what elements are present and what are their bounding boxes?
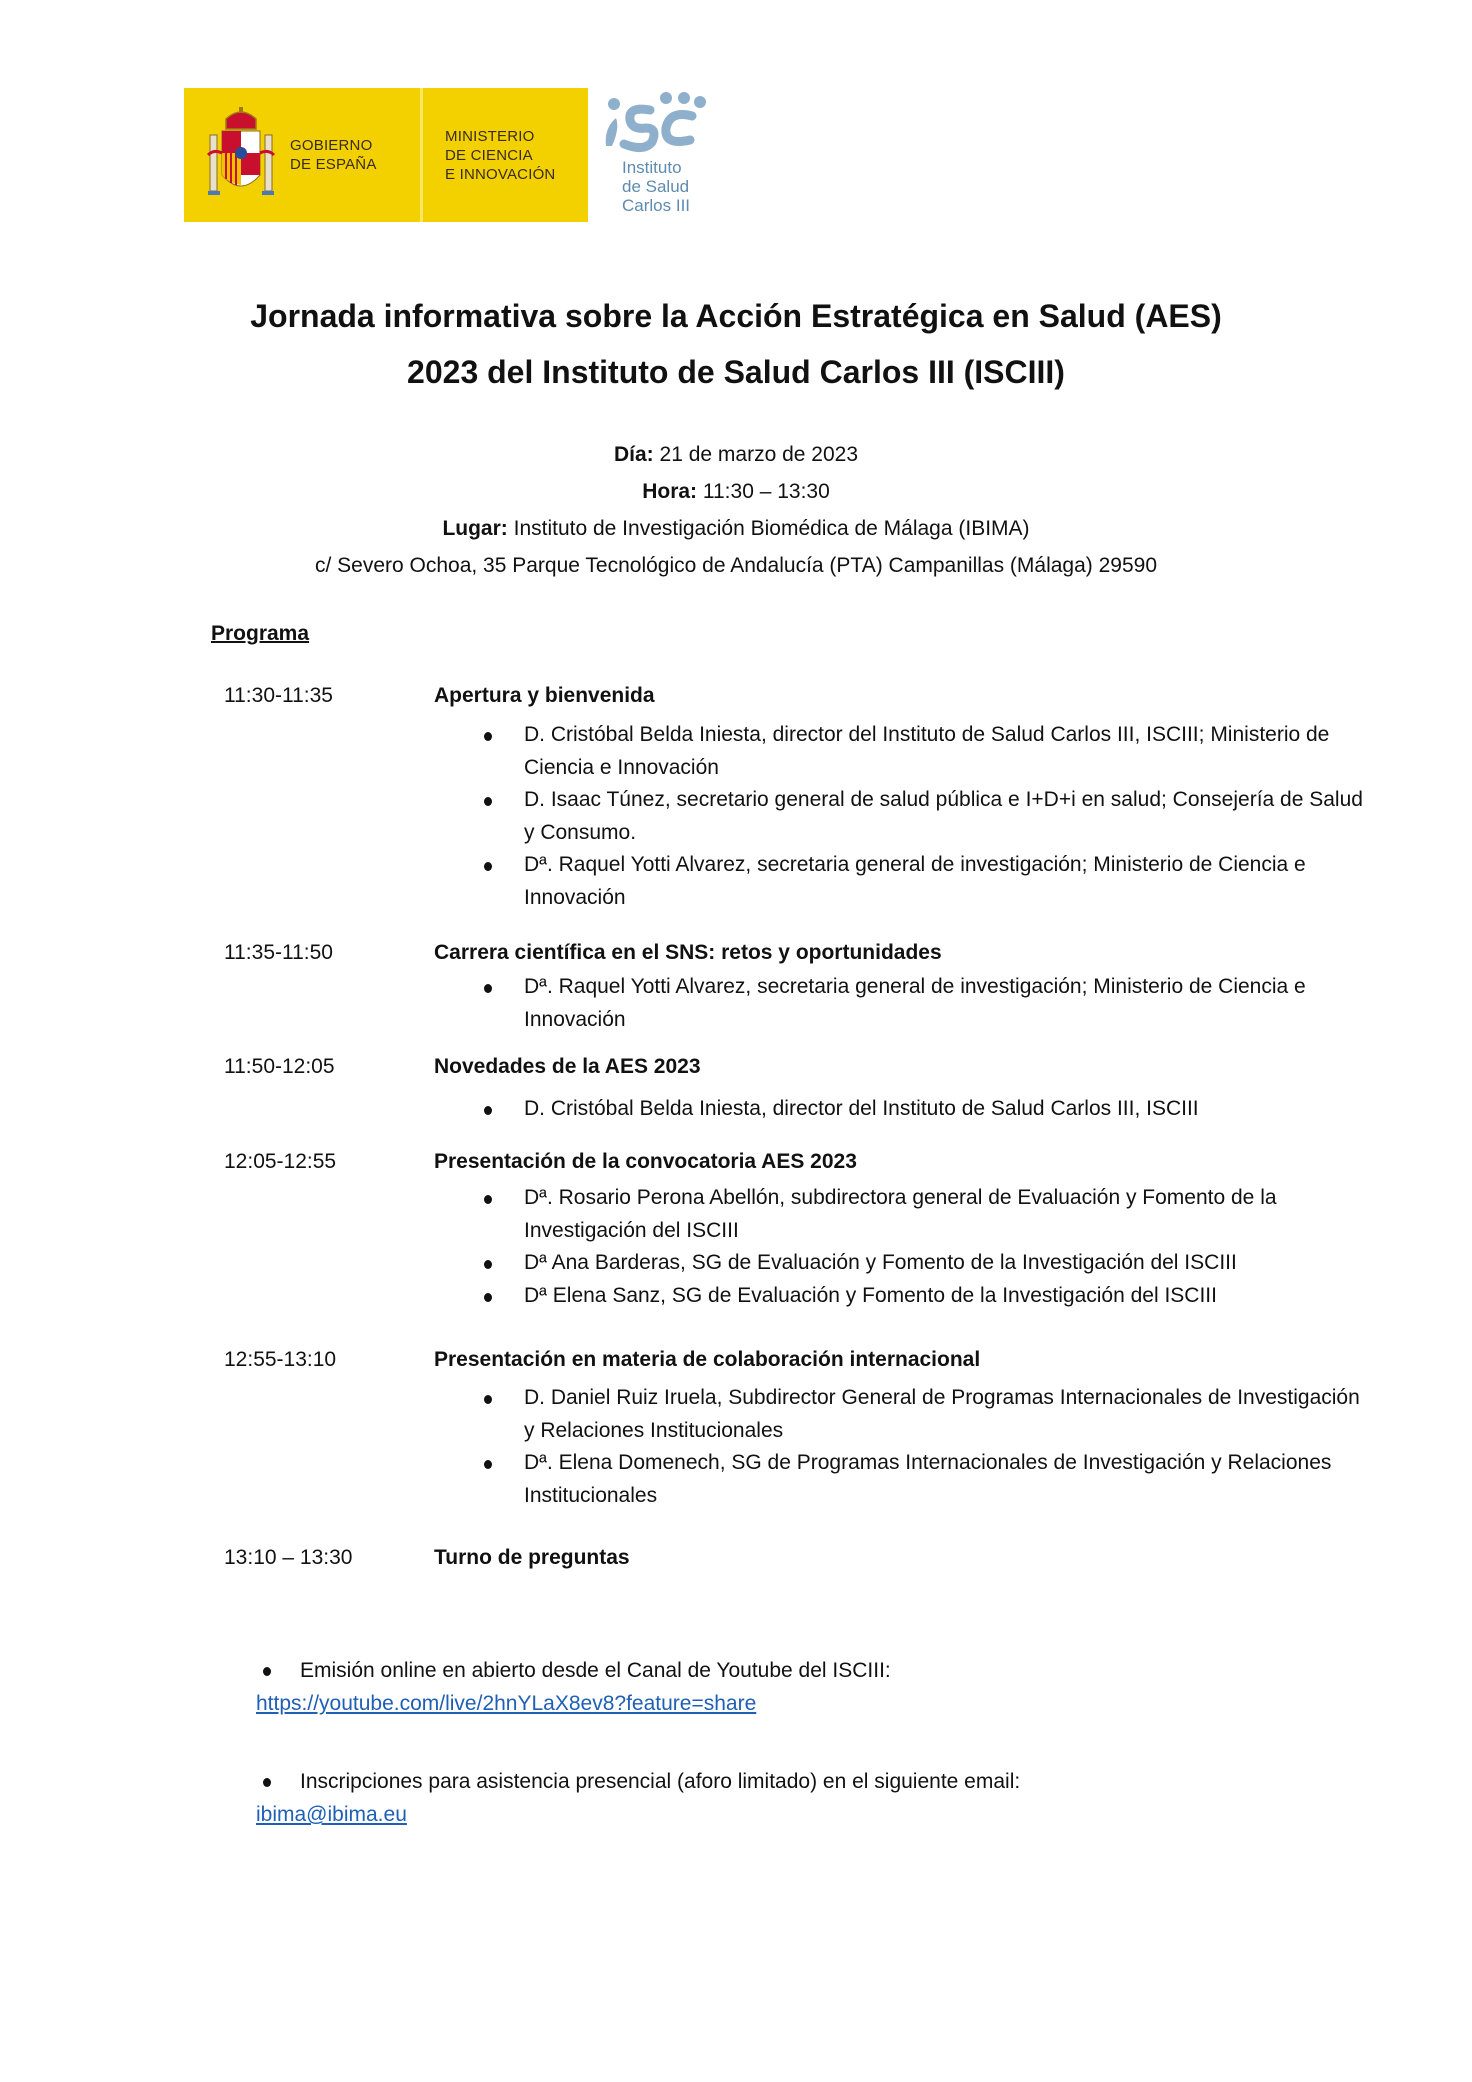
speaker-text: Dª Ana Barderas, SG de Evaluación y Fomento de la Investigación del ISCIII xyxy=(524,1251,1237,1274)
ministerio-text xyxy=(445,127,555,184)
isciii-text-line: Instituto xyxy=(622,158,682,177)
speaker-text: Dª. Raquel Yotti Alvarez, secretaria general de investigación; Ministerio de Ciencia e Innovación xyxy=(524,975,1306,1031)
session-time: 11:30-11:35 xyxy=(224,684,333,707)
isciii-logo xyxy=(592,88,712,222)
event-info xyxy=(0,436,1472,584)
speaker-list xyxy=(524,971,1364,1036)
speaker-item xyxy=(524,1447,1364,1512)
place-value: Instituto de Investigación Biomédica de Málaga (IBIMA) xyxy=(507,517,1030,540)
bullet-icon xyxy=(484,732,492,741)
speaker-item xyxy=(524,1247,1364,1280)
registration-info xyxy=(256,1763,1020,1800)
speaker-list xyxy=(524,1093,1364,1126)
session-title: Presentación en materia de colaboración internacional xyxy=(434,1348,981,1371)
session-title: Carrera científica en el SNS: retos y oportunidades xyxy=(434,941,942,964)
logo-text-line: MINISTERIO xyxy=(445,127,535,145)
event-address: c/ Severo Ochoa, 35 Parque Tecnológico de Andalucía (PTA) Campanillas (Málaga) 29590 xyxy=(314,554,1158,577)
coat-of-arms-icon xyxy=(206,105,276,205)
government-logo-bar xyxy=(184,88,588,222)
logo-text-line: E INNOVACIÓN xyxy=(445,165,556,183)
ministerio-logo xyxy=(423,88,588,222)
session-title: Novedades de la AES 2023 xyxy=(434,1055,701,1078)
speaker-list xyxy=(524,1182,1364,1312)
speaker-item xyxy=(524,1280,1364,1313)
date-label: Día: xyxy=(614,443,654,466)
event-place xyxy=(0,510,1472,547)
bullet-icon xyxy=(484,1106,492,1115)
speaker-text: D. Isaac Túnez, secretario general de salud pública e I+D+i en salud; Consejería de Salud y Consumo. xyxy=(524,788,1363,844)
speaker-text: Dª Elena Sanz, SG de Evaluación y Fomento de la Investigación del ISCIII xyxy=(524,1283,1217,1307)
place-label: Lugar: xyxy=(442,517,508,540)
speaker-text: Dª. Elena Domenech, SG de Programas Internacionales de Investigación y Relaciones Institucionales xyxy=(524,1451,1332,1507)
session-title: Turno de preguntas xyxy=(434,1546,630,1569)
event-time xyxy=(0,473,1472,510)
bullet-icon xyxy=(484,1195,492,1204)
speaker-text: D. Cristóbal Belda Iniesta, director del Instituto de Salud Carlos III, ISCIII; Ministerio de Ciencia e Innovación xyxy=(524,723,1330,779)
speaker-list xyxy=(524,1382,1364,1512)
speaker-item xyxy=(524,1182,1364,1247)
speaker-item xyxy=(524,784,1364,849)
speaker-list xyxy=(524,719,1364,914)
date-value: 21 de marzo de 2023 xyxy=(653,443,858,466)
bullet-icon xyxy=(484,1395,492,1404)
session-time: 12:55-13:10 xyxy=(224,1348,337,1371)
session-title: Presentación de la convocatoria AES 2023 xyxy=(434,1150,857,1173)
speaker-item xyxy=(524,1382,1364,1447)
speaker-item xyxy=(524,719,1364,784)
stream-text: Emisión online en abierto desde el Canal de Youtube del ISCIII: xyxy=(300,1659,891,1682)
logo-text-line: DE ESPAÑA xyxy=(290,156,377,173)
gobierno-espana-text xyxy=(290,136,377,174)
bullet-icon xyxy=(484,797,492,806)
speaker-text: D. Daniel Ruiz Iruela, Subdirector General de Programas Internacionales de Investigación y Relaciones Institucionales xyxy=(524,1386,1360,1442)
bullet-icon xyxy=(263,1667,271,1676)
speaker-text: D. Cristóbal Belda Iniesta, director del Instituto de Salud Carlos III, ISCIII xyxy=(524,1097,1199,1120)
isciii-text-line: Carlos III xyxy=(622,196,691,215)
bullet-icon xyxy=(484,1460,492,1469)
logo-text-line: GOBIERNO xyxy=(290,137,373,154)
youtube-link[interactable]: https://youtube.com/live/2hnYLaX8ev8?feature=share xyxy=(256,1692,757,1715)
speaker-item xyxy=(524,971,1364,1036)
session-time: 11:35-11:50 xyxy=(224,941,333,964)
session-time: 13:10 – 13:30 xyxy=(224,1546,353,1569)
bullet-icon xyxy=(484,862,492,871)
isciii-mark-icon xyxy=(600,88,712,159)
isciii-text-line: de Salud xyxy=(622,177,690,196)
session-time: 11:50-12:05 xyxy=(224,1055,335,1078)
speaker-text: Dª. Raquel Yotti Alvarez, secretaria general de investigación; Ministerio de Ciencia e Innovación xyxy=(524,853,1306,909)
stream-info xyxy=(256,1652,891,1689)
registration-text: Inscripciones para asistencia presencial (aforo limitado) en el siguiente email: xyxy=(300,1770,1021,1793)
programa-heading: Programa xyxy=(211,622,310,645)
bullet-icon xyxy=(484,1293,492,1302)
registration-email-link[interactable]: ibima@ibima.eu xyxy=(256,1803,407,1826)
document-title xyxy=(0,288,1472,400)
speaker-item xyxy=(524,1093,1364,1126)
speaker-item xyxy=(524,849,1364,914)
bullet-icon xyxy=(263,1778,271,1787)
gobierno-espana-logo xyxy=(184,88,423,222)
bullet-icon xyxy=(484,984,492,993)
event-date xyxy=(0,436,1472,473)
isciii-text xyxy=(622,158,690,215)
title-line-1: Jornada informativa sobre la Acción Estratégica en Salud (AES) xyxy=(250,298,1222,334)
session-title: Apertura y bienvenida xyxy=(434,684,655,707)
speaker-text: Dª. Rosario Perona Abellón, subdirectora general de Evaluación y Fomento de la Investigación del ISCIII xyxy=(524,1186,1277,1242)
bullet-icon xyxy=(484,1260,492,1269)
time-label: Hora: xyxy=(642,480,698,503)
session-time: 12:05-12:55 xyxy=(224,1150,337,1173)
time-value: 11:30 – 13:30 xyxy=(697,480,830,503)
title-line-2: 2023 del Instituto de Salud Carlos III (ISCIII) xyxy=(407,354,1065,390)
logo-text-line: DE CIENCIA xyxy=(445,146,533,164)
